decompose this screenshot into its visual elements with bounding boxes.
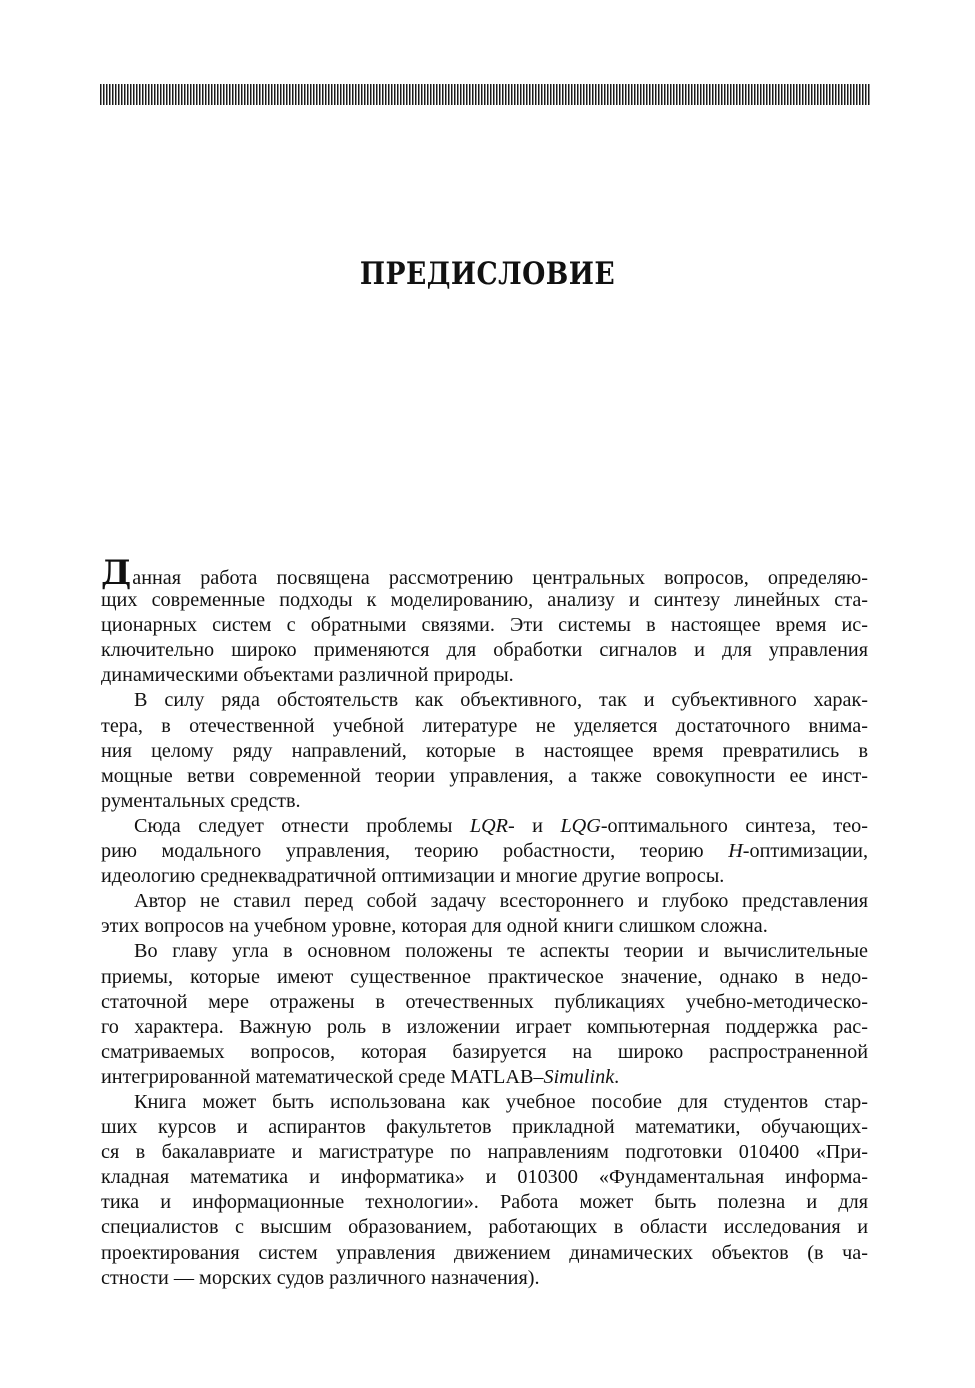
- text-line: В силу ряда обстоятельств как объективного, так и субъективного харак-: [134, 689, 868, 712]
- text-line: статочной мере отражены в отечественных публикациях учебно-методическо-: [101, 990, 868, 1013]
- text-line: Сюда следует отнести проблемы LQR- и LQG-оптимального синтеза, тео-: [134, 814, 868, 837]
- text-line: Во главу угла в основном положены те аспекты теории и вычислительные: [134, 940, 868, 963]
- text-line: ся в бакалавриате и магистратуре по направлениям подготовки 010400 «При-: [101, 1141, 868, 1164]
- text-line: проектирования систем управления движением динамических объектов (в ча-: [101, 1241, 868, 1264]
- text-line: кладная математика и информатика» и 010300 «Фундаментальная информа-: [101, 1166, 868, 1189]
- text-line: динамическими объектами различной природы.: [101, 664, 514, 687]
- page-title: ПРЕДИСЛОВИЕ: [359, 256, 616, 292]
- text-line: мощные ветви современной теории управления, а также совокупности ее инст-: [101, 764, 868, 787]
- text-line: ключительно широко применяются для обработки сигналов и для управления: [101, 639, 868, 662]
- text-line: этих вопросов на учебном уровне, которая для одной книги слишком сложна.: [101, 915, 768, 938]
- drop-cap: Д: [101, 553, 132, 593]
- text-line: щих современные подходы к моделированию, анализу и синтезу линейных ста-: [101, 589, 868, 612]
- header-rule: [100, 84, 871, 105]
- text-line: интегрированной математической среде MATLAB–Simulink.: [101, 1065, 620, 1088]
- text-line: Автор не ставил перед собой задачу всестороннего и глубоко представления: [134, 890, 868, 913]
- text-line: идеологию среднеквадратичной оптимизации и многие другие вопросы.: [101, 865, 725, 888]
- text-line: го характера. Важную роль в изложении играет компьютерная поддержка рас-: [101, 1015, 868, 1038]
- text-line: тика и информационные технологии». Работа может быть полезна и для: [101, 1191, 868, 1214]
- text-line: Книга может быть использована как учебное пособие для студентов стар-: [134, 1090, 868, 1113]
- text-line: ционарных систем с обратными связями. Эти системы в настоящее время ис-: [101, 614, 868, 637]
- body-text: [101, 553, 868, 1291]
- text-line: приемы, которые имеют существенное практическое значение, однако в недо-: [101, 965, 868, 988]
- text-line: тера, в отечественной учебной литературе не уделяется достаточного внима-: [101, 714, 868, 737]
- text-line: рументальных средств.: [101, 789, 301, 812]
- text-line: сматриваемых вопросов, которая базируется на широко распространенной: [101, 1040, 868, 1063]
- text-line: Данная работа посвящена рассмотрению центральных вопросов, определяю-: [101, 553, 868, 593]
- text-line: специалистов с высшим образованием, работающих в области исследования и: [101, 1216, 868, 1239]
- text-line: стности — морских судов различного назначения).: [101, 1266, 540, 1289]
- text-line: ших курсов и аспирантов факультетов прикладной математики, обучающих-: [101, 1116, 868, 1139]
- text-line: рию модального управления, теорию робастности, теорию H-оптимизации,: [101, 840, 868, 863]
- text-line: ния целому ряду направлений, которые в настоящее время превратились в: [101, 739, 868, 762]
